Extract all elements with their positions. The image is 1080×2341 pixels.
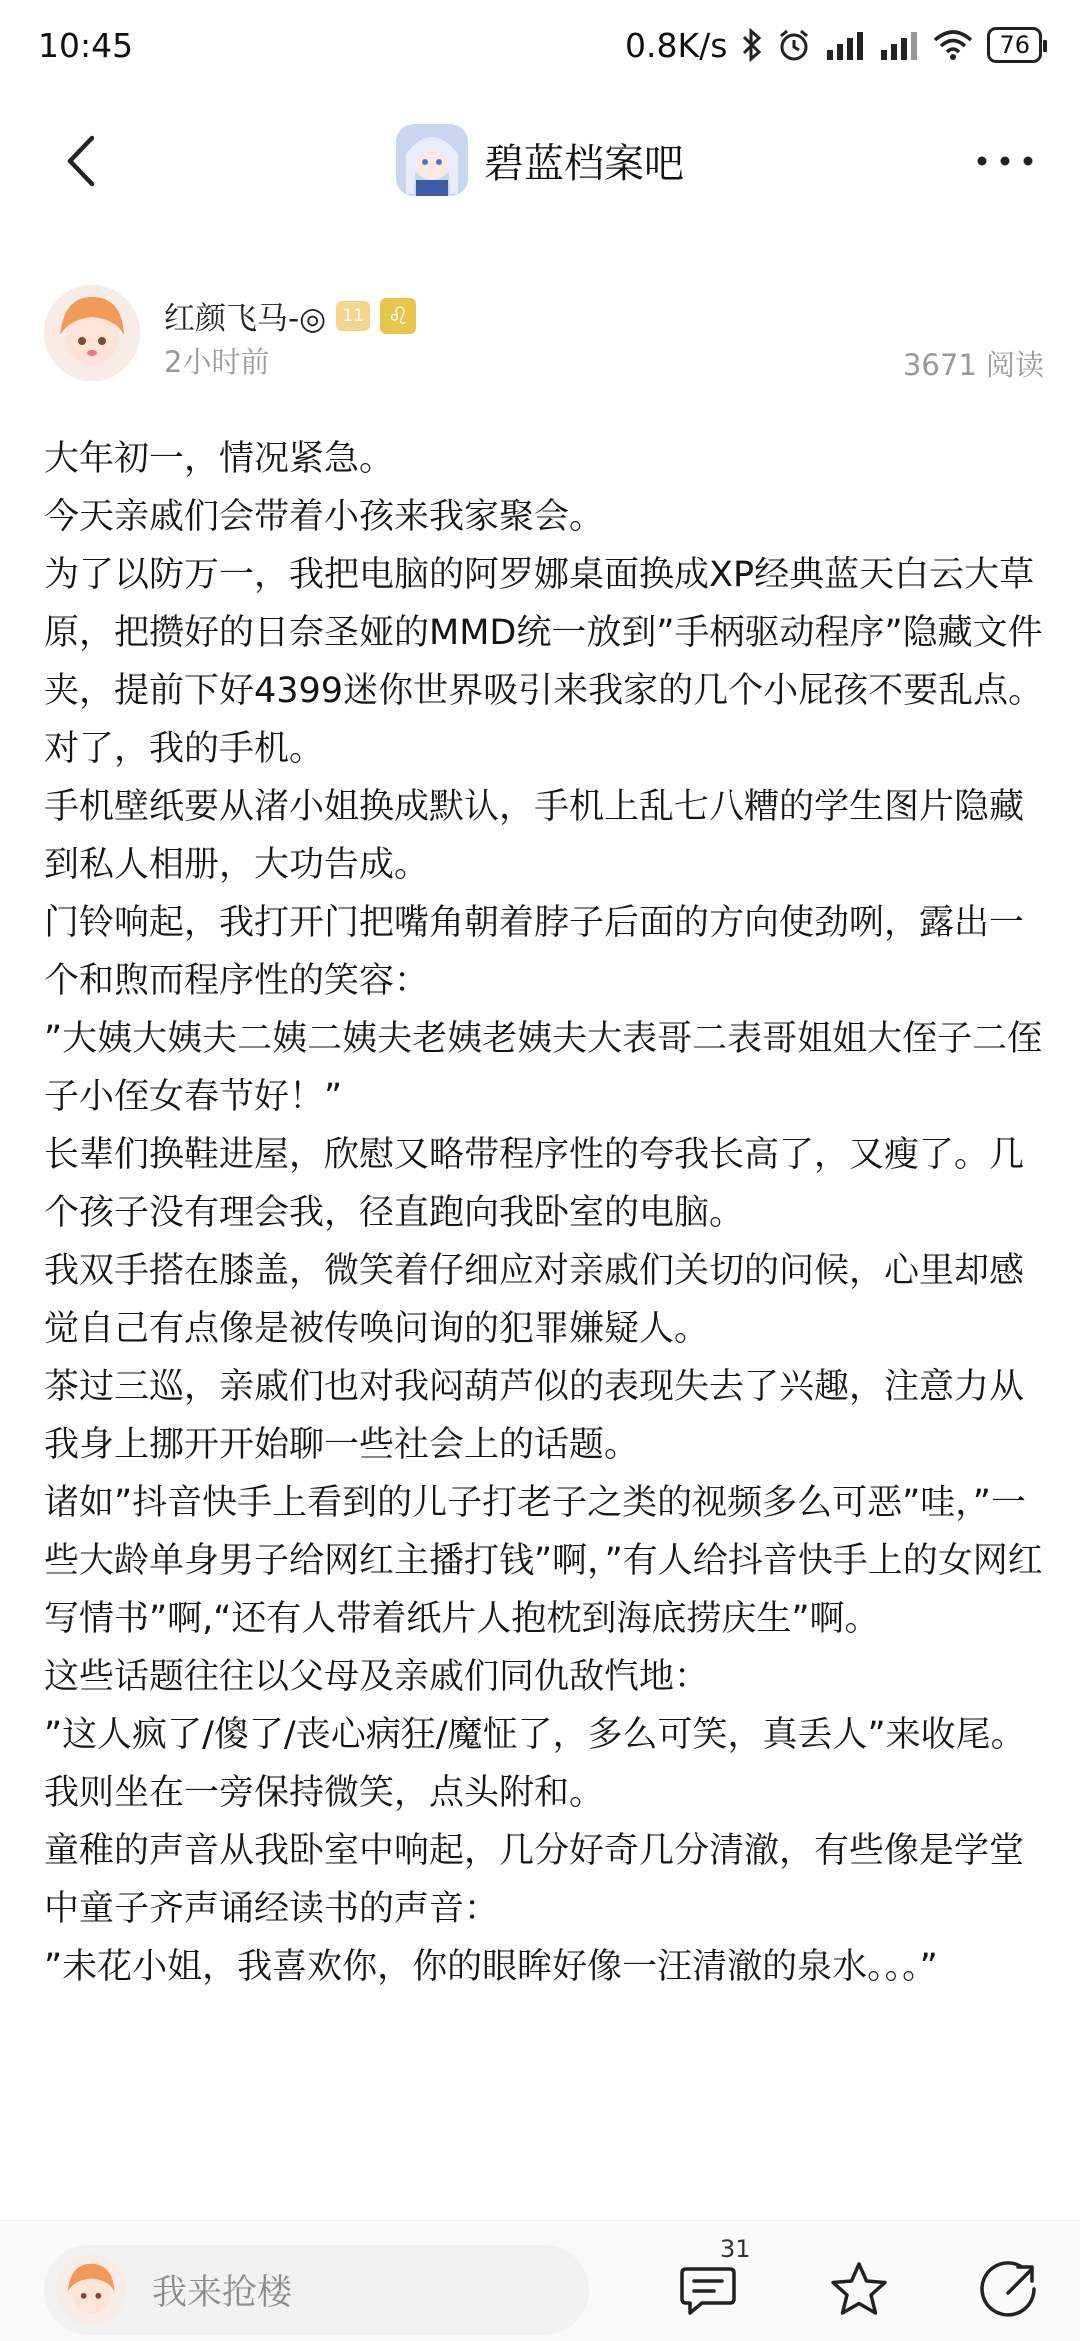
post-paragraph: ”这人疯了/傻了/丧心病狂/魔怔了，多么可笑，真丢人”来收尾。 <box>44 1715 1026 1755</box>
post-paragraph: 今天亲戚们会带着小孩来我家聚会。 <box>44 497 605 537</box>
author-name-line <box>164 293 416 338</box>
post-paragraph: 我双手搭在膝盖，微笑着仔细应对亲戚们关切的问候，心里却感觉自己有点像是被传唤问询的犯罪嫌疑人。 <box>44 1251 1025 1349</box>
more-options-icon[interactable] <box>970 126 1040 196</box>
post-paragraph: 童稚的声音从我卧室中响起，几分好奇几分清澈，有些像是学堂中童子齐声诵经读书的声音： <box>44 1831 1025 1929</box>
share-icon[interactable] <box>978 2259 1040 2321</box>
post-paragraph: 长辈们换鞋进屋，欣慰又略带程序性的夸我长高了，又瘦了。几个孩子没有理会我，径直跑向我卧室的电脑。 <box>44 1135 1025 1233</box>
zodiac-badge: ♌ <box>380 298 416 334</box>
post-paragraph: 这些话题往往以父母及亲戚们同仇敌忾地： <box>44 1657 710 1697</box>
post-paragraph: 茶过三巡，亲戚们也对我闷葫芦似的表现失去了兴趣，注意力从我身上挪开开始聊一些社会上的话题。 <box>44 1367 1025 1465</box>
comment-count: 31 <box>720 2235 751 2263</box>
post-paragraph: 对了，我的手机。 <box>44 729 325 769</box>
read-count: 3671 阅读 <box>902 348 1044 382</box>
status-time: 10:45 <box>38 25 134 65</box>
post-author-row <box>44 285 1044 395</box>
author-avatar[interactable] <box>44 285 140 381</box>
cellular-signal-icon <box>825 30 865 60</box>
forum-header[interactable] <box>396 124 684 196</box>
post-time: 2小时前 <box>164 345 270 379</box>
back-arrow-icon[interactable] <box>48 126 118 196</box>
forum-title: 碧蓝档案吧 <box>484 140 684 187</box>
network-speed: 0.8K/s <box>625 25 728 65</box>
battery-indicator: 76 <box>987 27 1042 63</box>
author-name[interactable]: 红颜飞马-◎ <box>164 301 327 337</box>
wifi-icon <box>933 30 973 60</box>
post-paragraph: 手机壁纸要从渚小姐换成默认，手机上乱七八糟的学生图片隐藏到私人相册，大功告成。 <box>44 787 1025 885</box>
user-avatar <box>56 2255 126 2325</box>
post-paragraph: 我则坐在一旁保持微笑，点头附和。 <box>44 1773 605 1813</box>
post-paragraph: 门铃响起，我打开门把嘴角朝着脖子后面的方向使劲咧，露出一个和煦而程序性的笑容： <box>44 903 1025 1001</box>
cellular-signal-2-icon <box>879 30 919 60</box>
bluetooth-icon <box>741 28 763 62</box>
post-paragraph: 诸如”抖音快手上看到的儿子打老子之类的视频多么可恶”哇，”一些大龄单身男子给网红主播打钱”啊，”有人给抖音快手上的女网红写情书”啊,“还有人带着纸片人抱枕到海底捞庆生”啊。 <box>44 1483 1043 1639</box>
comment-placeholder: 我来抢楼 <box>152 2273 293 2313</box>
status-icons <box>625 26 1042 65</box>
alarm-icon <box>777 28 811 62</box>
comment-icon[interactable] <box>678 2259 740 2321</box>
status-bar <box>0 0 1080 90</box>
forum-avatar <box>396 124 468 196</box>
post-paragraph: ”大姨大姨夫二姨二姨夫老姨老姨夫大表哥二表哥姐姐大侄子二侄子小侄女春节好！” <box>44 1019 1043 1117</box>
comment-input[interactable] <box>44 2245 589 2335</box>
bottom-action-bar <box>0 2220 1080 2341</box>
post-paragraph: ”未花小姐，我喜欢你，你的眼眸好像一汪清澈的泉水。。。” <box>44 1947 938 1987</box>
star-icon[interactable] <box>828 2259 890 2321</box>
level-badge: 11 <box>336 301 370 331</box>
post-content <box>44 430 1044 2220</box>
post-paragraph: 为了以防万一，我把电脑的阿罗娜桌面换成XP经典蓝天白云大草原，把攒好的日奈圣娅的MMD统一放到”手柄驱动程序”隐藏文件夹，提前下好4399迷你世界吸引来我家的几个小屁孩不要乱点。 <box>44 555 1044 711</box>
top-bar <box>0 100 1080 220</box>
post-paragraph: 大年初一，情况紧急。 <box>44 439 395 479</box>
